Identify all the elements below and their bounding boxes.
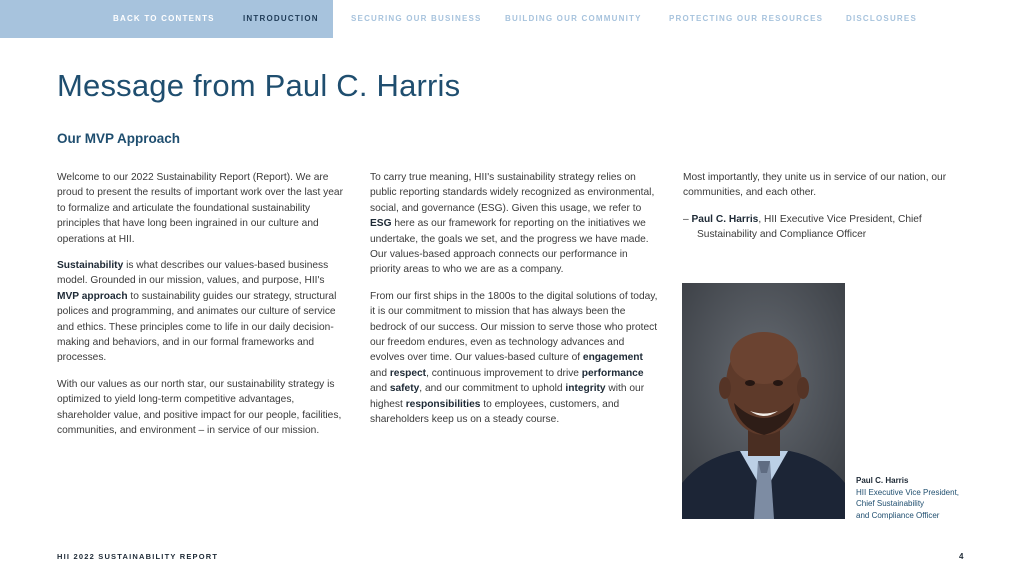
- paragraph-esg: [370, 170, 660, 278]
- nav-introduction[interactable]: INTRODUCTION: [243, 14, 319, 23]
- text-run: is what describes our values-based business model. Grounded in our mission, values, and purpose, HII's: [57, 260, 329, 287]
- footer-report-title: HII 2022 SUSTAINABILITY REPORT: [57, 552, 219, 561]
- text-run: and: [370, 383, 390, 395]
- paragraph-welcome: Welcome to our 2022 Sustainability Report (Report). We are proud to present the results of important work over the last year to formalize and articulate the foundational sustainability principles that have long been ingrained in our culture and operations at HII.: [57, 172, 343, 245]
- text-run: , continuous improvement to drive: [426, 367, 582, 379]
- bold-term: ESG: [370, 218, 392, 230]
- text-run: , and our commitment to uphold: [419, 383, 566, 395]
- signature-quote: [683, 212, 973, 243]
- nav-protecting-our-resources[interactable]: PROTECTING OUR RESOURCES: [669, 14, 824, 23]
- paragraph-unite: Most importantly, they unite us in service of our nation, our communities, and each other.: [683, 172, 947, 199]
- caption-line: and Compliance Officer: [856, 510, 940, 520]
- portrait-illustration: [682, 283, 845, 519]
- text-run: From our first ships in the 1800s to the digital solutions of today, it is our commitment to mission that has always been the bedrock of our success. Our mission to serve those who protect our freedom endures, even as technology advances and evolves over time. Our values-based culture of: [370, 290, 658, 364]
- text-run: and: [370, 367, 390, 379]
- bold-term: Sustainability: [57, 260, 124, 272]
- paragraph-sustainability: [57, 258, 347, 366]
- text-run: to employees, customers, and shareholders keep us on a steady course.: [370, 398, 620, 426]
- bold-term: responsibilities: [405, 398, 481, 410]
- column-3: [683, 170, 973, 254]
- signature-name: Paul C. Harris: [691, 213, 759, 225]
- bold-term: engagement: [582, 352, 643, 364]
- text-run: To carry true meaning, HII's sustainability strategy relies on public reporting standards widely recognized as environmental, social, and governance (ESG). Given this usage, we refer to: [370, 172, 655, 214]
- page-number: 4: [959, 552, 964, 561]
- column-1: [57, 170, 347, 450]
- photo-caption: [856, 475, 959, 521]
- bold-term: MVP approach: [57, 290, 128, 302]
- paragraph-values: With our values as our north star, our sustainability strategy is optimized to yield long-term competitive advantages, shareholder value, and positive impact for our people, facilities, communities, and environment – in service of our mission.: [57, 378, 342, 437]
- page-title: Message from Paul C. Harris: [57, 68, 461, 103]
- nav-disclosures[interactable]: DISCLOSURES: [846, 14, 917, 23]
- text-run: here as our framework for reporting on the initiatives we undertake, the goals we set, and the progress we have made. Our values-based approach connects our performance in priority areas to who we are as a company.: [370, 218, 649, 276]
- caption-line: HII Executive Vice President,: [856, 487, 960, 497]
- nav-back-to-contents[interactable]: BACK TO CONTENTS: [113, 14, 215, 23]
- bold-term: respect: [389, 367, 427, 379]
- signature-title: , HII Executive Vice President, Chief Sustainability and Compliance Officer: [697, 213, 922, 241]
- portrait-photo: [682, 283, 845, 519]
- text-run: to sustainability guides our strategy, structural polices and programming, and animates our culture of service and ethics. These principles come to life in our daily decision-making and behaviors, and in our formal frameworks and processes.: [57, 290, 337, 364]
- paragraph-mission: [370, 289, 660, 428]
- caption-line: Chief Sustainability: [856, 499, 925, 508]
- bold-term: performance: [581, 367, 644, 379]
- nav-securing-our-business[interactable]: SECURING OUR BUSINESS: [351, 14, 482, 23]
- column-2: [370, 170, 660, 439]
- quote-dash: –: [683, 213, 692, 225]
- text-run: with our highest: [370, 383, 645, 410]
- section-title: Our MVP Approach: [57, 131, 181, 146]
- caption-name: Paul C. Harris: [856, 476, 909, 485]
- bold-term: integrity: [565, 383, 606, 395]
- top-navigation: [0, 0, 1024, 38]
- bold-term: safety: [389, 383, 420, 395]
- nav-building-our-community[interactable]: BUILDING OUR COMMUNITY: [505, 14, 642, 23]
